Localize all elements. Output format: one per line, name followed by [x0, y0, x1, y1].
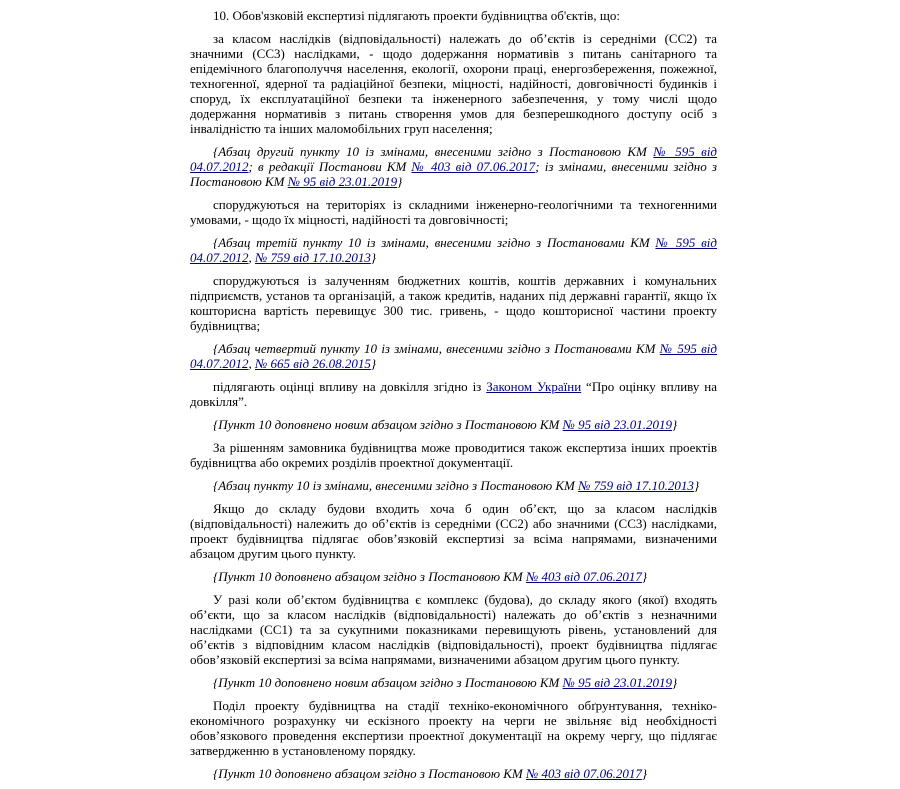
reference-link[interactable]: № 595 від 04.07.2012 [190, 144, 718, 174]
reference-link[interactable]: № 403 від 07.06.2017 [411, 159, 536, 174]
reference-link[interactable]: № 403 від 07.06.2017 [526, 569, 642, 584]
text-run: У разі коли об’єктом будівництва є комплекс (будова), до складу якого (якої) входять об’єкти, що за класом наслідків (відповідальності) належать до об’єктів з незначними наслідками (СС1) та за сукупними показниками перевищують рівень, установлений для об’єктів з відповідним класом наслідків (відповідальності), проект будівництва підлягає обов’язковій експертизі за всіма напрямами, визначеними абзацом другим цього пункту. [190, 592, 717, 667]
text-run: {Пункт 10 доповнено новим абзацом згідно з Постановою КМ [213, 675, 563, 690]
paragraph-5 [190, 379, 717, 409]
paragraph-8 [190, 592, 717, 667]
text-run: {Абзац третій пункту 10 із змінами, внесеними згідно з Постановами КМ [213, 235, 656, 250]
text-run: ; із змінами, внесеними згідно з Постановою КМ [190, 159, 717, 189]
text-run: споруджуються на територіях із складними інженерно-геологічними та техногенними умовами, - щодо їх міцності, надійності та довговічності; [190, 197, 717, 227]
text-run: споруджуються із залученням бюджетних коштів, коштів державних і комунальних підприємств, установ та організацій, а також кредитів, наданих під державні гарантії, якщо їх кошторисна вартість перевищує 300 тис. гривень, - щодо кошторисної частини проекту будівництва; [190, 273, 717, 333]
note-6 [190, 569, 717, 584]
note-3 [190, 341, 717, 371]
reference-link[interactable]: № 403 від 07.06.2017 [526, 766, 642, 781]
text-run: {Абзац другий пункту 10 із змінами, внесеними згідно з Постановою КМ [213, 144, 654, 159]
paragraph-1 [190, 8, 717, 23]
text-run: } [641, 569, 648, 584]
reference-link[interactable]: № 759 від 17.10.2013 [578, 478, 694, 493]
text-run: {Абзац пункту 10 із змінами, внесеними згідно з Постановою КМ [213, 478, 579, 493]
text-run: Якщо до складу будови входить хоча б один об’єкт, що за класом наслідків (відповідальності) належить до об’єктів із середніми (СС2) або значними (СС3) наслідками, проект будівництва підлягає обов’язковій експертизі за всіма напрямами, визначеними абзацом другим цього пункту. [190, 501, 717, 561]
reference-link[interactable]: № 95 від 23.01.2019 [562, 675, 672, 690]
text-run: за класом наслідків (відповідальності) належать до об’єктів із середніми (СС2) та значними (СС3) наслідками, - щодо додержання нормативів з питань санітарного та епідемічного благополуччя населення, екології, охорони праці, енергозбереження, пожежної, техногенної, ядерної та радіаційної безпеки, міцності, надійності, довговічності будинків і споруд, їх експлуатаційної безпеки та інженерного забезпечення, у тому числі щодо додержання нормативів з питань створення умов для безперешкодного доступу осіб з інвалідністю та інших маломобільних груп населення; [190, 31, 717, 136]
text-run: 10. Обов'язковій експертизі підлягають проекти будівництва об'єктів, що: [213, 8, 620, 23]
text-run: } [693, 478, 700, 493]
note-7 [190, 675, 717, 690]
text-run: підлягають оцінці впливу на довкілля згідно із [213, 379, 487, 394]
note-8 [190, 766, 717, 781]
reference-link[interactable]: № 595 від 04.07.2012 [190, 341, 717, 371]
text-run: } [397, 174, 403, 189]
text-run: , [248, 250, 255, 265]
reference-link[interactable]: Законом України [486, 379, 582, 394]
reference-link[interactable]: № 95 від 23.01.2019 [287, 174, 398, 189]
text-run: {Пункт 10 доповнено абзацом згідно з Постановою КМ [213, 766, 526, 781]
paragraph-9 [190, 698, 717, 758]
text-run: } [370, 356, 377, 371]
paragraph-3 [190, 197, 717, 227]
text-run: “Про оцінку впливу на довкілля”. [190, 379, 717, 409]
reference-link[interactable]: № 595 від 04.07.2012 [190, 235, 717, 265]
text-run: } [370, 250, 377, 265]
text-run: {Пункт 10 доповнено новим абзацом згідно з Постановою КМ [213, 417, 563, 432]
paragraph-4 [190, 273, 717, 333]
text-run: } [671, 417, 678, 432]
text-run: } [641, 766, 648, 781]
note-2 [190, 235, 717, 265]
text-run: , [248, 356, 255, 371]
note-4 [190, 417, 717, 432]
note-5 [190, 478, 717, 493]
text-run: Поділ проекту будівництва на стадії техніко-економічного обґрунтування, техніко-економічного розрахунку чи ескізного проекту на черги не звільняє від необхідності обов’язкового проведення експертизи проектної документації на окрему чергу, що підлягає затвердженню в установленому порядку. [190, 698, 717, 758]
reference-link[interactable]: № 665 від 26.08.2015 [255, 356, 371, 371]
text-run: {Пункт 10 доповнено абзацом згідно з Постановою КМ [213, 569, 526, 584]
paragraph-7 [190, 501, 717, 561]
paragraph-2 [190, 31, 717, 136]
text-run: {Абзац четвертий пункту 10 із змінами, внесеними згідно з Постановами КМ [213, 341, 660, 356]
paragraph-6 [190, 440, 717, 470]
text-run: ; в редакції Постанови КМ [248, 159, 412, 174]
document-body [190, 8, 717, 789]
reference-link[interactable]: № 759 від 17.10.2013 [255, 250, 371, 265]
text-run: За рішенням замовника будівництва може проводитися також експертиза інших проектів будівництва або окремих розділів проектної документації. [190, 440, 717, 470]
note-1 [190, 144, 717, 189]
reference-link[interactable]: № 95 від 23.01.2019 [562, 417, 672, 432]
text-run: } [671, 675, 678, 690]
